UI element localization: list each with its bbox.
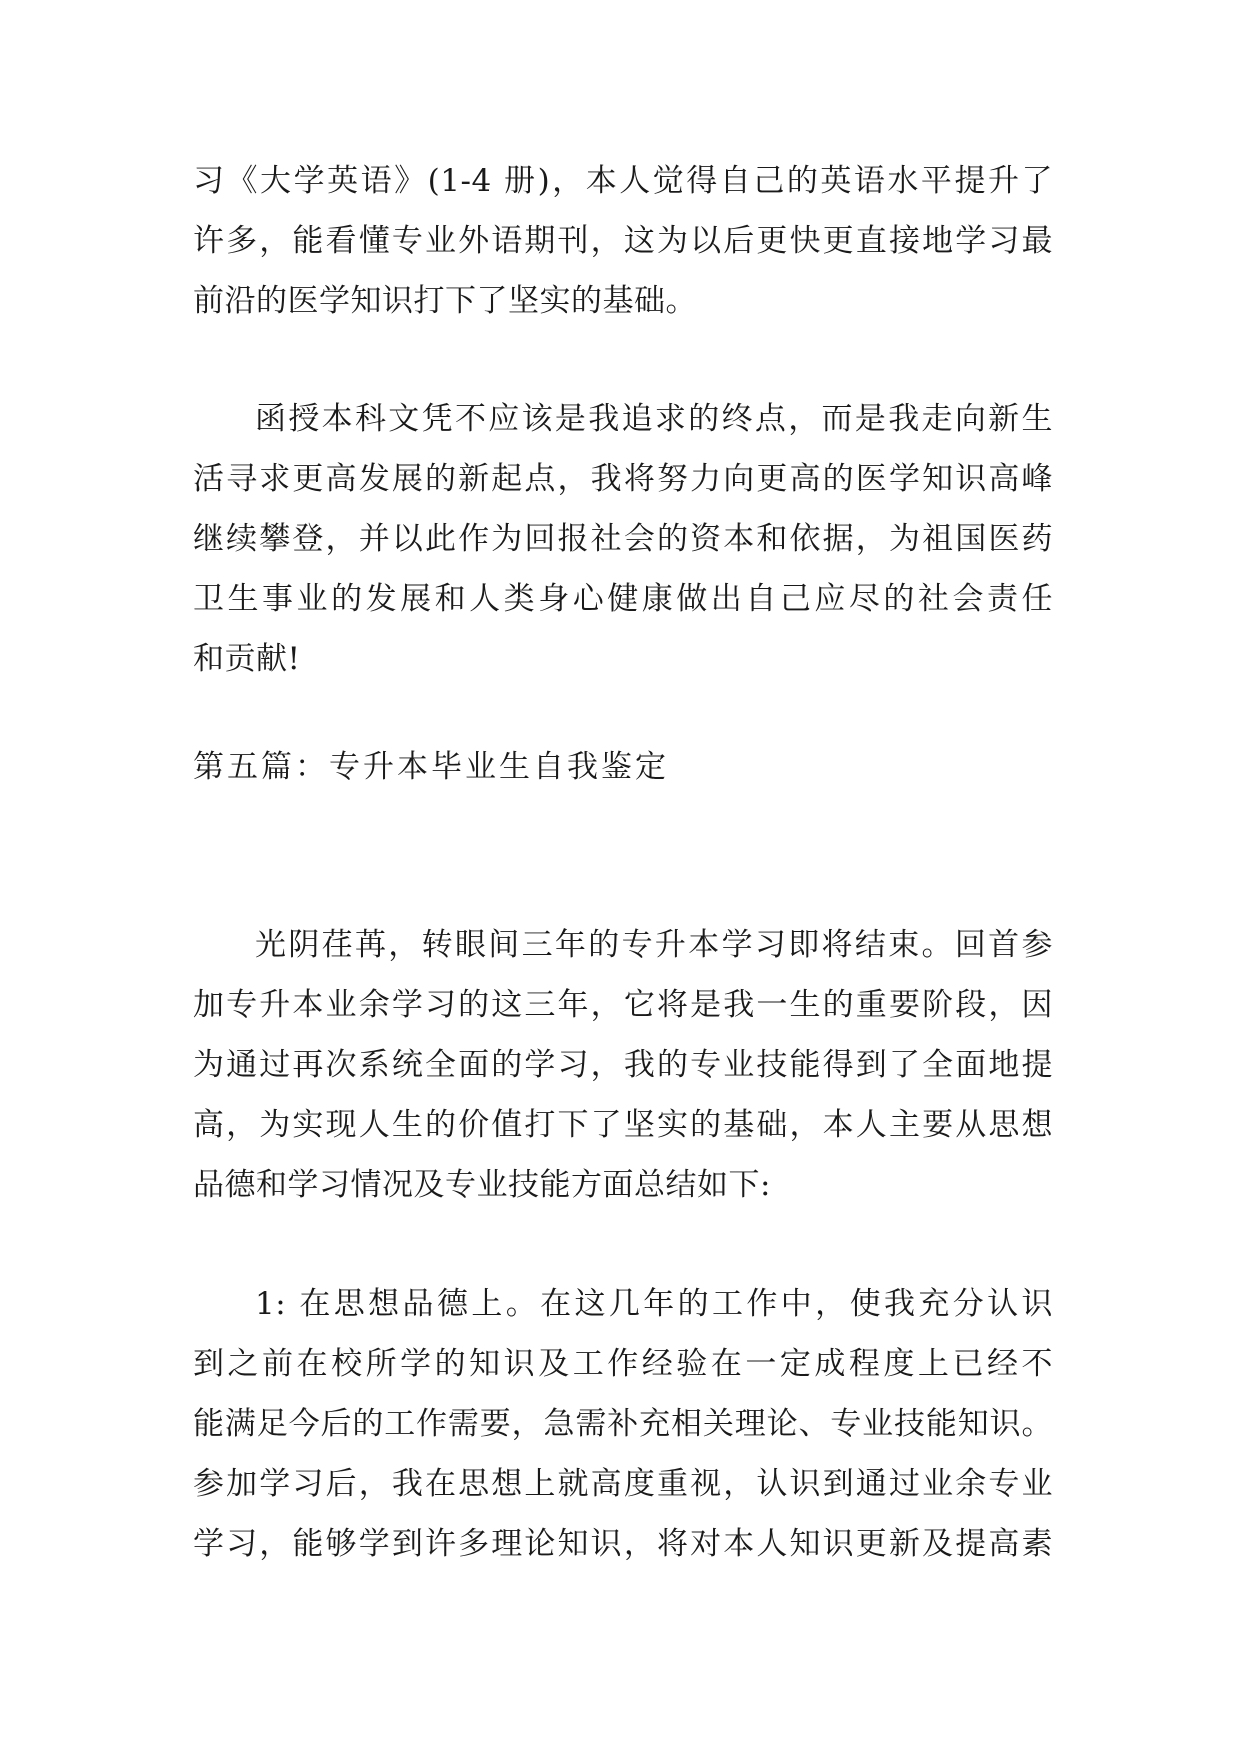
paragraph-line: 到之前在校所学的知识及工作经验在一定成程度上已经不 — [193, 1346, 1053, 1382]
paragraph-line: 函授本科文凭不应该是我追求的终点，而是我走向新生 — [255, 401, 1053, 437]
paragraph-line: 1: 在思想品德上。在这几年的工作中，使我充分认识 — [255, 1286, 1053, 1322]
paragraph-line: 前沿的医学知识打下了坚实的基础。 — [193, 283, 697, 319]
paragraph-line: 为通过再次系统全面的学习，我的专业技能得到了全面地提 — [193, 1047, 1053, 1083]
section-heading: 第五篇：专升本毕业生自我鉴定 — [193, 749, 669, 785]
paragraph-line: 参加学习后，我在思想上就高度重视，认识到通过业余专业 — [193, 1466, 1053, 1502]
paragraph-line: 和贡献! — [193, 641, 301, 677]
paragraph-line: 继续攀登，并以此作为回报社会的资本和依据，为祖国医药 — [193, 521, 1053, 557]
paragraph-line: 能满足今后的工作需要，急需补充相关理论、专业技能知识。 — [193, 1406, 1053, 1442]
paragraph-line: 品德和学习情况及专业技能方面总结如下: — [193, 1167, 771, 1203]
paragraph-line: 光阴荏苒，转眼间三年的专升本学习即将结束。回首参 — [255, 927, 1053, 963]
paragraph-line: 加专升本业余学习的这三年，它将是我一生的重要阶段，因 — [193, 987, 1053, 1023]
paragraph-line: 许多，能看懂专业外语期刊，这为以后更快更直接地学习最 — [193, 223, 1053, 259]
paragraph-line: 习《大学英语》(1-4 册)，本人觉得自己的英语水平提升了 — [193, 163, 1053, 199]
paragraph-line: 高，为实现人生的价值打下了坚实的基础，本人主要从思想 — [193, 1107, 1053, 1143]
paragraph-line: 卫生事业的发展和人类身心健康做出自己应尽的社会责任 — [193, 581, 1053, 617]
paragraph-line: 活寻求更高发展的新起点，我将努力向更高的医学知识高峰 — [193, 461, 1053, 497]
paragraph-line: 学习，能够学到许多理论知识，将对本人知识更新及提高素 — [193, 1526, 1053, 1562]
